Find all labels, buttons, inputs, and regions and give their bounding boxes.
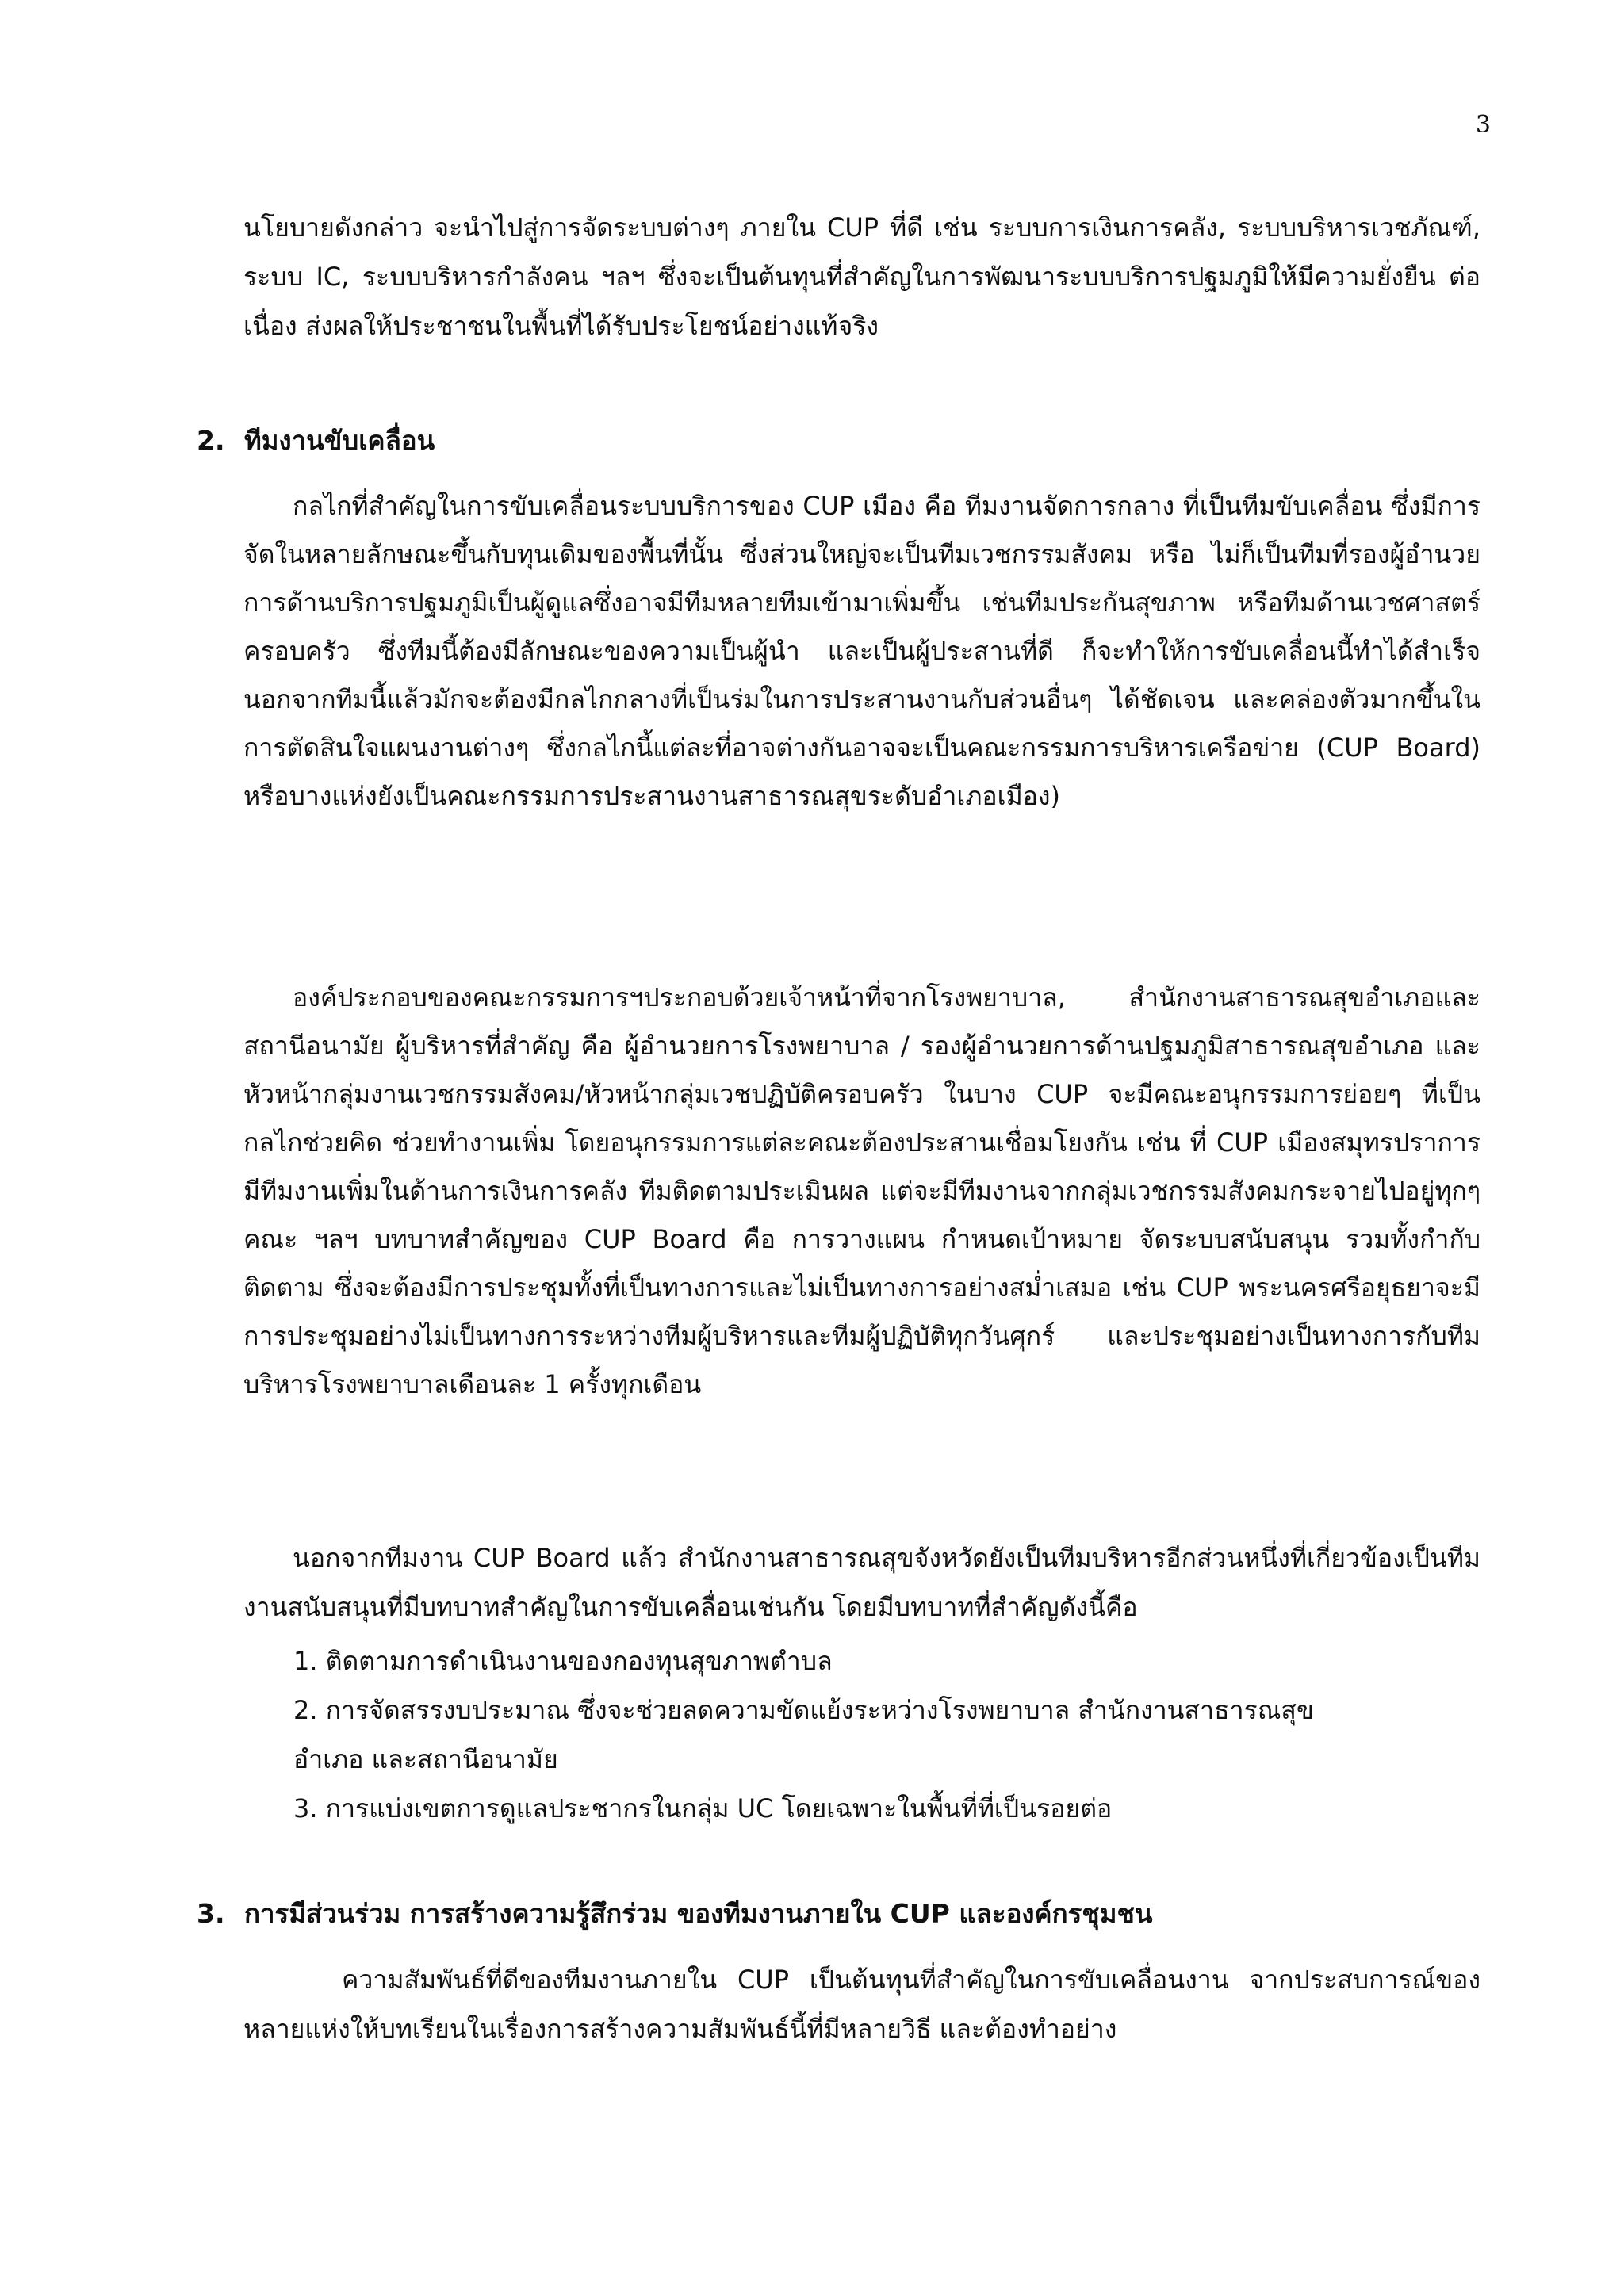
section-2-paragraph-1: กลไกที่สำคัญในการขับเคลื่อนระบบบริการของ CUP เมือง คือ ทีมงานจัดการกลาง ที่เป็นทีมขับเคลื่อน ซึ่งมีการจัดในหลายลักษณะขึ้นกับทุนเดิมของพื้นที่นั้น ซึ่งส่วนใหญ่จะเป็นทีมเวชกรรมสังคม หรือ ไม่ก็เป็นทีมที่รองผู้อำนวยการด้านบริการปฐมภูมิเป็นผู้ดูแลซึ่งอาจมีทีมหลายทีมเข้ามาเพิ่มขึ้น เช่นทีมประกันสุขภาพ หรือทีมด้านเวชศาสตร์ครอบครัว ซึ่งทีมนี้ต้องมีลักษณะของความเป็นผู้นำ และเป็นผู้ประสานที่ดี ก็จะทำให้การขับเคลื่อนนี้ทำได้สำเร็จ นอกจากทีมนี้แล้วมักจะต้องมีกลไกกลางที่เป็นร่มในการประสานงานกับส่วนอื่นๆ ได้ชัดเจน และคล่องตัวมากขึ้นในการตัดสินใจแผนงานต่างๆ ซึ่งกลไกนี้แต่ละที่อาจต่างกันอาจจะเป็นคณะกรรมการบริหารเครือข่าย (CUP Board) หรือบางแห่งยังเป็นคณะกรรมการประสานงานสาธารณสุขระดับอำเภอเมือง) <box>243 491 1480 811</box>
section-2-role-list <box>293 1636 1483 1833</box>
section-3-number: 3. <box>197 1898 225 1929</box>
list-item <box>293 1636 1483 1686</box>
list-item-text: 1. ติดตามการดำเนินงานของกองทุนสุขภาพตำบล <box>293 1646 833 1676</box>
section-2-paragraph-3: นอกจากทีมงาน CUP Board แล้ว สำนักงานสาธารณสุขจังหวัดยังเป็นทีมบริหารอีกส่วนหนึ่งที่เกี่ยวข้องเป็นทีมงานสนับสนุนที่มีบทบาทสำคัญในการขับเคลื่อนเช่นกัน โดยมีบทบาทที่สำคัญดังนี้คือ <box>243 1543 1480 1622</box>
section-2-title: ทีมงานขับเคลื่อน <box>244 425 435 456</box>
section-2-heading <box>197 419 1497 463</box>
list-item <box>293 1784 1483 1833</box>
section-3-heading <box>197 1892 1497 1936</box>
section-3-title: การมีส่วนร่วม การสร้างความรู้สึกร่วม ของทีมงานภายใน CUP และองค์กรชุมชน <box>244 1898 1153 1929</box>
list-item-text: 3. การแบ่งเขตการดูแลประชากรในกลุ่ม UC โดยเฉพาะในพื้นที่ที่เป็นรอยต่อ <box>293 1793 1113 1823</box>
section-2-number: 2. <box>197 425 225 456</box>
section-2-paragraph-1-block <box>243 482 1480 821</box>
section-2-paragraph-2-block <box>243 974 1480 1409</box>
intro-paragraph: นโยบายดังกล่าว จะนำไปสู่การจัดระบบต่างๆ ภายใน CUP ที่ดี เช่น ระบบการเงินการคลัง, ระบบบริหารเวชภัณฑ์, ระบบ IC, ระบบบริหารกำลังคน ฯลฯ ซึ่งจะเป็นต้นทุนที่สำคัญในการพัฒนาระบบบริการปฐมภูมิให้มีความยั่งยืน ต่อเนื่อง ส่งผลให้ประชาชนในพื้นที่ได้รับประโยชน์อย่างแท้จริง <box>243 212 1480 341</box>
list-item <box>293 1686 1483 1784</box>
section-3-paragraph-1-block <box>243 1955 1480 2053</box>
list-item-continuation: อำเภอ และสถานีอนามัย <box>293 1744 558 1774</box>
page-number: 3 <box>1475 111 1491 139</box>
list-item-text: 2. การจัดสรรงบประมาณ ซึ่งจะช่วยลดความขัดแย้งระหว่างโรงพยาบาล สำนักงานสาธารณสุข <box>293 1695 1314 1725</box>
intro-paragraph-block <box>243 203 1480 350</box>
section-3-paragraph-1: ความสัมพันธ์ที่ดีของทีมงานภายใน CUP เป็นต้นทุนที่สำคัญในการขับเคลื่อนงาน จากประสบการณ์ของหลายแห่งให้บทเรียนในเรื่องการสร้างความสัมพันธ์นี้ที่มีหลายวิธี และต้องทำอย่าง <box>243 1965 1480 2044</box>
section-2-paragraph-2: องค์ประกอบของคณะกรรมการฯประกอบด้วยเจ้าหน้าที่จากโรงพยาบาล, สำนักงานสาธารณสุขอำเภอและสถานีอนามัย ผู้บริหารที่สำคัญ คือ ผู้อำนวยการโรงพยาบาล / รองผู้อำนวยการด้านปฐมภูมิสาธารณสุขอำเภอ และหัวหน้ากลุ่มงานเวชกรรมสังคม/หัวหน้ากลุ่มเวชปฏิบัติครอบครัว ในบาง CUP จะมีคณะอนุกรรมการย่อยๆ ที่เป็นกลไกช่วยคิด ช่วยทำงานเพิ่ม โดยอนุกรรมการแต่ละคณะต้องประสานเชื่อมโยงกัน เช่น ที่ CUP เมืองสมุทรปราการ มีทีมงานเพิ่มในด้านการเงินการคลัง ทีมติดตามประเมินผล แต่จะมีทีมงานจากกลุ่มเวชกรรมสังคมกระจายไปอยู่ทุกๆคณะ ฯลฯ บทบาทสำคัญของ CUP Board คือ การวางแผน กำหนดเป้าหมาย จัดระบบสนับสนุน รวมทั้งกำกับติดตาม ซึ่งจะต้องมีการประชุมทั้งที่เป็นทางการและไม่เป็นทางการอย่างสม่ำเสมอ เช่น CUP พระนครศรีอยุธยาจะมีการประชุมอย่างไม่เป็นทางการระหว่างทีมผู้บริหารและทีมผู้ปฏิบัติทุกวันศุกร์ และประชุมอย่างเป็นทางการกับทีมบริหารโรงพยาบาลเดือนละ 1 ครั้งทุกเดือน <box>243 982 1480 1399</box>
section-2-paragraph-3-block <box>243 1533 1480 1632</box>
